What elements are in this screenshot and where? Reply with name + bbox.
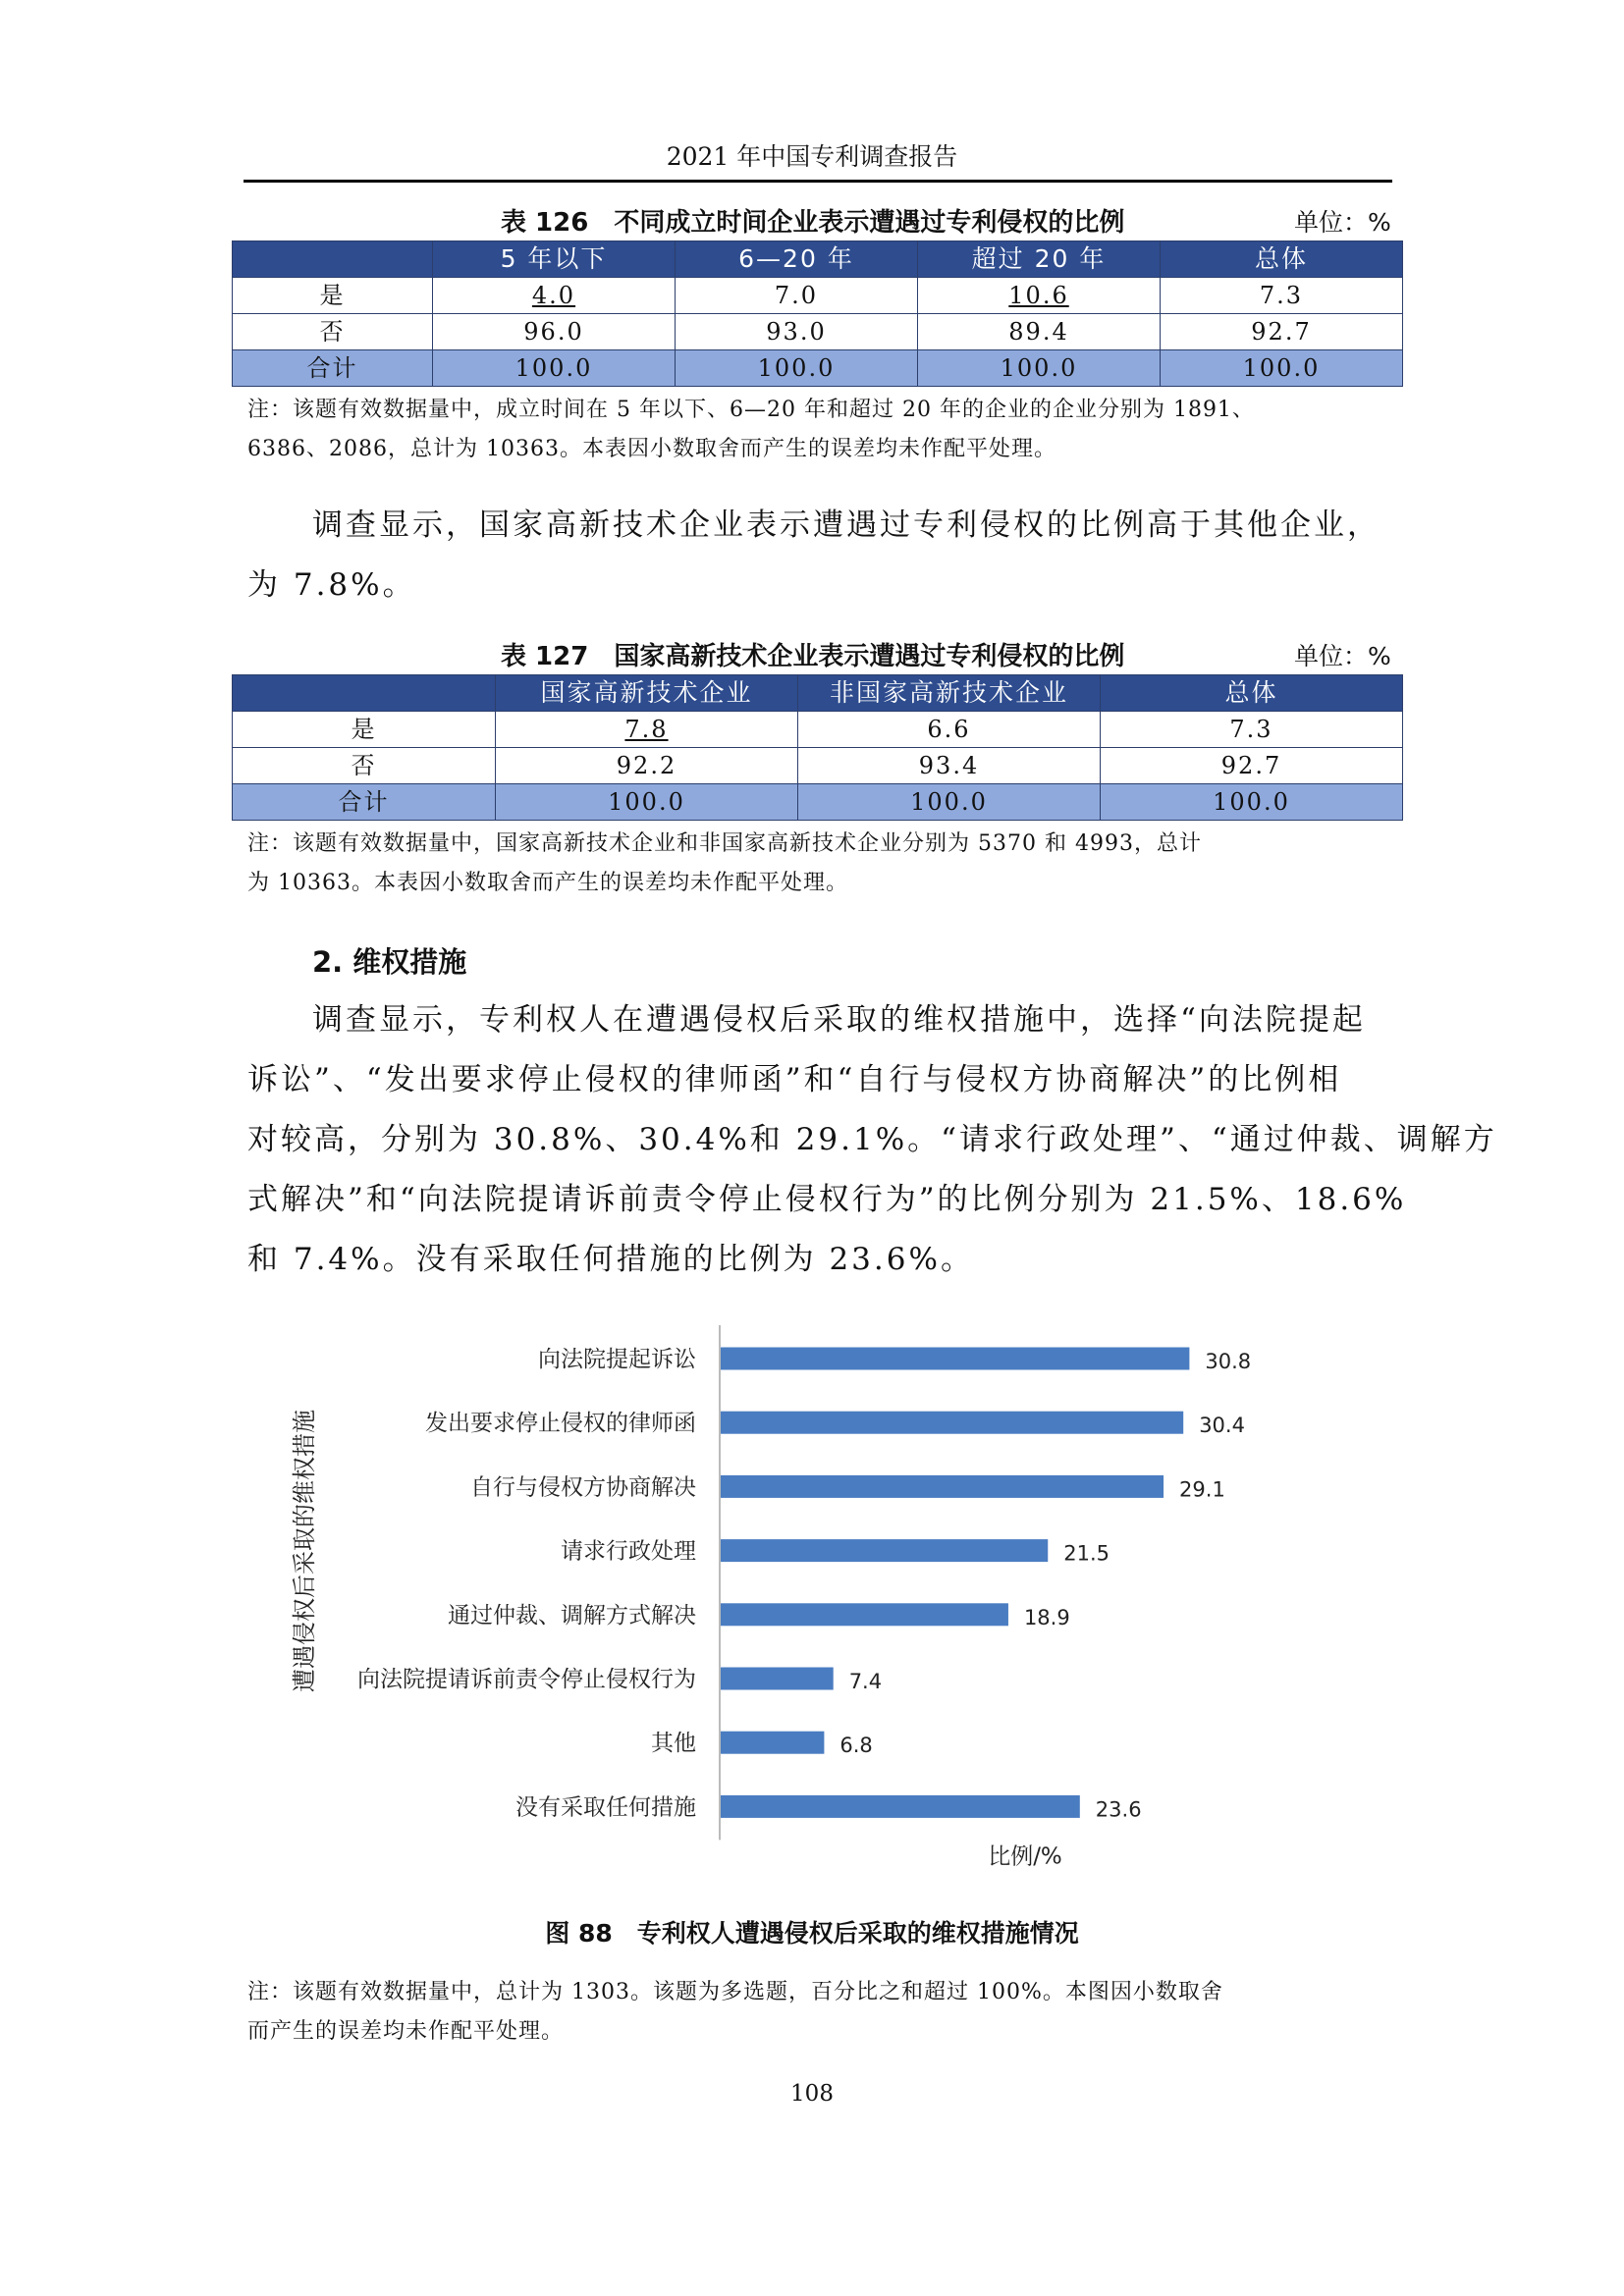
cell-value: 7.8 xyxy=(624,716,669,743)
bar-chart xyxy=(0,1306,1624,1875)
bar-value-label: 21.5 xyxy=(1063,1541,1110,1566)
paragraph-2-line-5: 和 7.4%。没有采取任何措施的比例为 23.6%。 xyxy=(247,1242,974,1277)
table-cell: 100.0 xyxy=(918,350,1161,387)
table-row xyxy=(233,314,1403,350)
table-cell: 100.0 xyxy=(496,784,798,821)
row-label: 合计 xyxy=(233,350,433,387)
table-cell: 93.0 xyxy=(676,314,918,350)
table-127 xyxy=(232,674,1403,821)
chart-x-axis-label: 比例/% xyxy=(988,1843,1062,1870)
table-row xyxy=(233,278,1403,314)
paragraph-1-line-1: 调查显示，国家高新技术企业表示遭遇过专利侵权的比例高于其他企业， xyxy=(312,507,1380,543)
table-row xyxy=(233,712,1403,748)
bar xyxy=(721,1412,1183,1434)
category-label: 其他 xyxy=(651,1731,696,1757)
bar xyxy=(721,1603,1008,1626)
paragraph-1-line-2: 为 7.8%。 xyxy=(247,567,416,603)
bar-value-label: 18.9 xyxy=(1023,1605,1070,1629)
header-cell: 非国家高新技术企业 xyxy=(798,675,1101,712)
table-cell: 93.4 xyxy=(798,748,1101,784)
table-cell xyxy=(918,278,1161,314)
table-127-note-line-1: 注：该题有效数据量中，国家高新技术企业和非国家高新技术企业分别为 5370 和 4993，总计 xyxy=(247,831,1202,856)
table-cell xyxy=(433,278,676,314)
category-label: 向法院提起诉讼 xyxy=(538,1347,696,1372)
row-label: 否 xyxy=(233,314,433,350)
header-cell: 6—20 年 xyxy=(676,241,918,278)
figure-caption: 图 88 专利权人遭遇侵权后采取的维权措施情况 xyxy=(545,1919,1079,1948)
bar xyxy=(721,1795,1080,1818)
table-cell: 96.0 xyxy=(433,314,676,350)
bar-value-label: 23.6 xyxy=(1095,1797,1142,1822)
bar-value-label: 30.8 xyxy=(1205,1350,1252,1373)
bar xyxy=(721,1475,1164,1498)
row-label: 合计 xyxy=(233,784,496,821)
table-126-note-line-1: 注：该题有效数据量中，成立时间在 5 年以下、6—20 年和超过 20 年的企业的企业分别为 1891、 xyxy=(247,398,1255,422)
paragraph-2-line-1: 调查显示，专利权人在遭遇侵权后采取的维权措施中，选择“向法院提起 xyxy=(312,1002,1366,1038)
row-label: 否 xyxy=(233,748,496,784)
row-label: 是 xyxy=(233,712,496,748)
header-cell: 总体 xyxy=(1101,675,1403,712)
table-cell: 92.7 xyxy=(1161,314,1403,350)
bar xyxy=(721,1668,834,1690)
header-rule xyxy=(244,180,1392,183)
paragraph-2-line-4: 式解决”和“向法院提请诉前责令停止侵权行为”的比例分别为 21.5%、18.6% xyxy=(247,1182,1407,1217)
section-heading: 2. 维权措施 xyxy=(312,945,467,979)
category-label: 请求行政处理 xyxy=(561,1538,696,1565)
table-cell: 7.3 xyxy=(1161,278,1403,314)
table-126-unit: 单位：% xyxy=(1294,208,1391,237)
bar xyxy=(721,1348,1189,1370)
table-header-row xyxy=(233,241,1403,278)
bar-value-label: 6.8 xyxy=(839,1734,873,1758)
table-total-row xyxy=(233,350,1403,387)
table-header-row xyxy=(233,675,1403,712)
category-label: 发出要求停止侵权的律师函 xyxy=(425,1411,696,1437)
category-label: 通过仲裁、调解方式解决 xyxy=(448,1602,696,1629)
page-number: 108 xyxy=(790,2081,834,2107)
paragraph-2-line-2: 诉讼”、“发出要求停止侵权的律师函”和“自行与侵权方协商解决”的比例相 xyxy=(247,1062,1342,1097)
running-header: 2021 年中国专利调查报告 xyxy=(666,142,958,171)
category-label: 向法院提请诉前责令停止侵权行为 xyxy=(357,1667,696,1692)
bar-value-label: 30.4 xyxy=(1199,1414,1245,1438)
table-126-note-line-2: 6386、2086，总计为 10363。本表因小数取舍而产生的误差均未作配平处理。 xyxy=(247,437,1056,461)
table-126-caption: 表 126 不同成立时间企业表示遭遇过专利侵权的比例 xyxy=(501,208,1125,238)
header-cell: 5 年以下 xyxy=(433,241,676,278)
category-label: 没有采取任何措施 xyxy=(515,1794,696,1821)
table-cell: 92.7 xyxy=(1101,748,1403,784)
table-127-note-line-2: 为 10363。本表因小数取舍而产生的误差均未作配平处理。 xyxy=(247,871,848,895)
bar xyxy=(721,1732,824,1754)
table-cell: 100.0 xyxy=(433,350,676,387)
table-cell xyxy=(496,712,798,748)
header-cell xyxy=(233,241,433,278)
header-cell: 国家高新技术企业 xyxy=(496,675,798,712)
bar-value-label: 29.1 xyxy=(1179,1477,1225,1502)
table-cell: 100.0 xyxy=(798,784,1101,821)
figure-note-line-1: 注：该题有效数据量中，总计为 1303。该题为多选题，百分比之和超过 100%。本图因小数取舍 xyxy=(247,1980,1223,2004)
table-cell: 92.2 xyxy=(496,748,798,784)
bar-value-label: 7.4 xyxy=(848,1670,883,1693)
header-cell xyxy=(233,675,496,712)
cell-value: 10.6 xyxy=(1008,282,1069,309)
category-label: 自行与侵权方协商解决 xyxy=(470,1474,696,1501)
row-label: 是 xyxy=(233,278,433,314)
paragraph-2-line-3: 对较高，分别为 30.8%、30.4%和 29.1%。“请求行政处理”、“通过仲裁、调解方 xyxy=(247,1122,1497,1157)
table-127-unit: 单位：% xyxy=(1294,642,1391,670)
cell-value: 4.0 xyxy=(531,282,576,309)
table-cell: 100.0 xyxy=(1101,784,1403,821)
chart-y-axis-label: 遭遇侵权后采取的维权措施 xyxy=(291,1410,318,1692)
table-cell: 89.4 xyxy=(918,314,1161,350)
header-cell: 超过 20 年 xyxy=(918,241,1161,278)
table-total-row xyxy=(233,784,1403,821)
table-127-caption: 表 127 国家高新技术企业表示遭遇过专利侵权的比例 xyxy=(501,642,1125,671)
table-cell: 6.6 xyxy=(798,712,1101,748)
bar xyxy=(721,1539,1048,1562)
table-cell: 100.0 xyxy=(676,350,918,387)
table-row xyxy=(233,748,1403,784)
figure-note-line-2: 而产生的误差均未作配平处理。 xyxy=(247,2019,565,2044)
table-126 xyxy=(232,240,1403,387)
header-cell: 总体 xyxy=(1161,241,1403,278)
table-cell: 100.0 xyxy=(1161,350,1403,387)
table-cell: 7.3 xyxy=(1101,712,1403,748)
table-cell: 7.0 xyxy=(676,278,918,314)
